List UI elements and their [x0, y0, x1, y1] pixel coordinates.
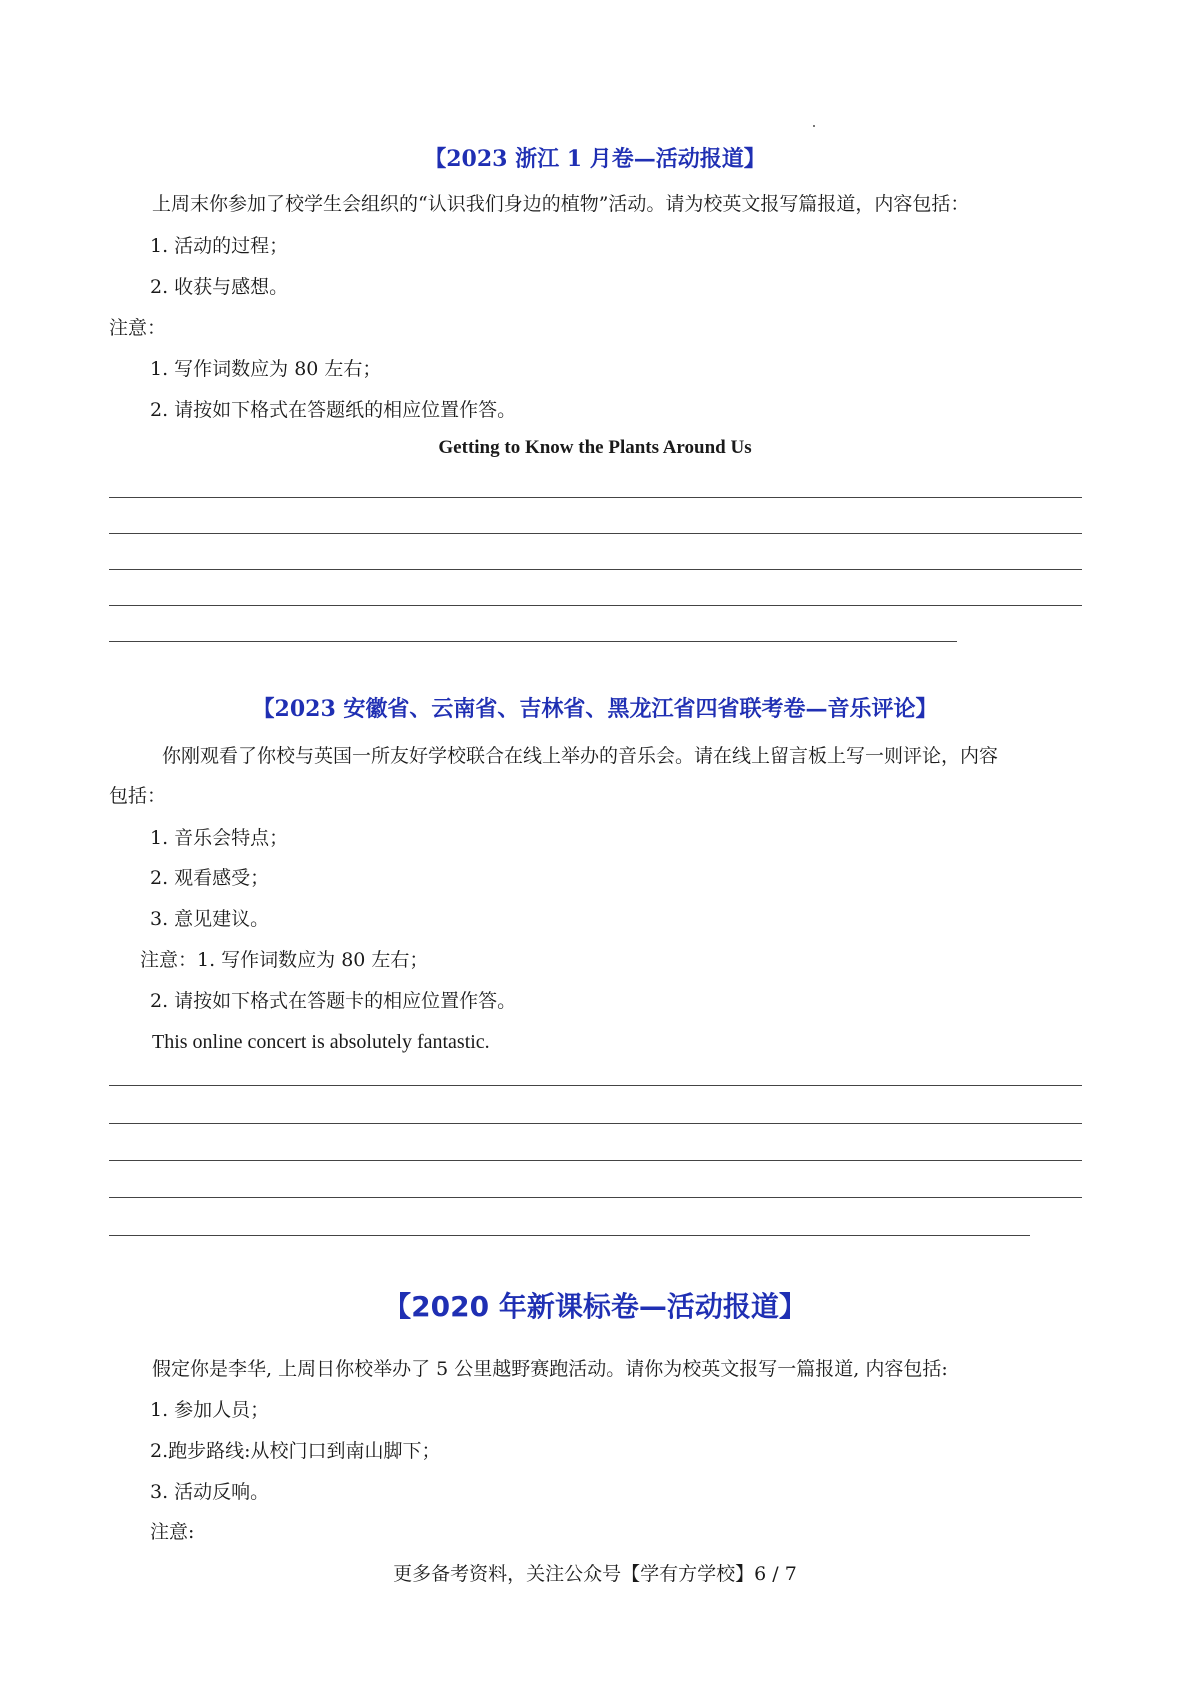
section3-item: 1. 参加人员； — [150, 1399, 270, 1421]
answer-line — [109, 1235, 1030, 1236]
section1-essay-title: Getting to Know the Plants Around Us — [438, 437, 752, 458]
answer-line — [109, 497, 1082, 498]
answer-line — [109, 1197, 1082, 1198]
answer-line — [109, 1123, 1082, 1124]
section1-heading: 【2023 浙江 1 月卷—活动报道】 — [424, 146, 766, 172]
answer-line — [109, 1085, 1082, 1086]
section2-intro-continued: 包括： — [109, 785, 167, 807]
section1-note: 2. 请按如下格式在答题纸的相应位置作答。 — [150, 399, 517, 421]
answer-line — [109, 1160, 1082, 1161]
section1-intro: 上周末你参加了校学生会组织的“认识我们身边的植物”活动。请为校英文报写篇报道，内容包括： — [152, 193, 970, 215]
scan-speck — [813, 125, 815, 127]
section3-item: 3. 活动反响。 — [150, 1481, 270, 1503]
section1-note: 1. 写作词数应为 80 左右； — [150, 358, 382, 380]
section3-intro: 假定你是李华, 上周日你校举办了 5 公里越野赛跑活动。请你为校英文报写一篇报道, 内容包括: — [152, 1358, 948, 1380]
page-footer: 更多备考资料，关注公众号【学有方学校】6 / 7 — [393, 1563, 797, 1585]
section2-heading: 【2023 安徽省、云南省、吉林省、黑龙江省四省联考卷—音乐评论】 — [252, 696, 938, 722]
section2-item: 2. 观看感受； — [150, 867, 270, 889]
section2-item: 3. 意见建议。 — [150, 908, 270, 930]
section1-item: 2. 收获与感想。 — [150, 276, 289, 298]
answer-line — [109, 641, 957, 642]
answer-line — [109, 569, 1082, 570]
section2-note: 2. 请按如下格式在答题卡的相应位置作答。 — [150, 990, 517, 1012]
section3-item: 2.跑步路线:从校门口到南山脚下； — [150, 1440, 441, 1462]
answer-line — [109, 605, 1082, 606]
section2-intro: 你刚观看了你校与英国一所友好学校联合在线上举办的音乐会。请在线上留言板上写一则评论，内容 — [162, 745, 999, 767]
section1-item: 1. 活动的过程； — [150, 235, 289, 257]
section3-heading: 【2020 年新课标卷—活动报道】 — [383, 1290, 807, 1323]
section3-note-label: 注意: — [150, 1521, 195, 1543]
section1-note-label: 注意： — [109, 317, 167, 339]
section2-opening-sentence: This online concert is absolutely fantastic. — [152, 1031, 490, 1053]
section2-item: 1. 音乐会特点； — [150, 827, 289, 849]
section2-note: 注意：1. 写作词数应为 80 左右； — [140, 949, 429, 971]
answer-line — [109, 533, 1082, 534]
